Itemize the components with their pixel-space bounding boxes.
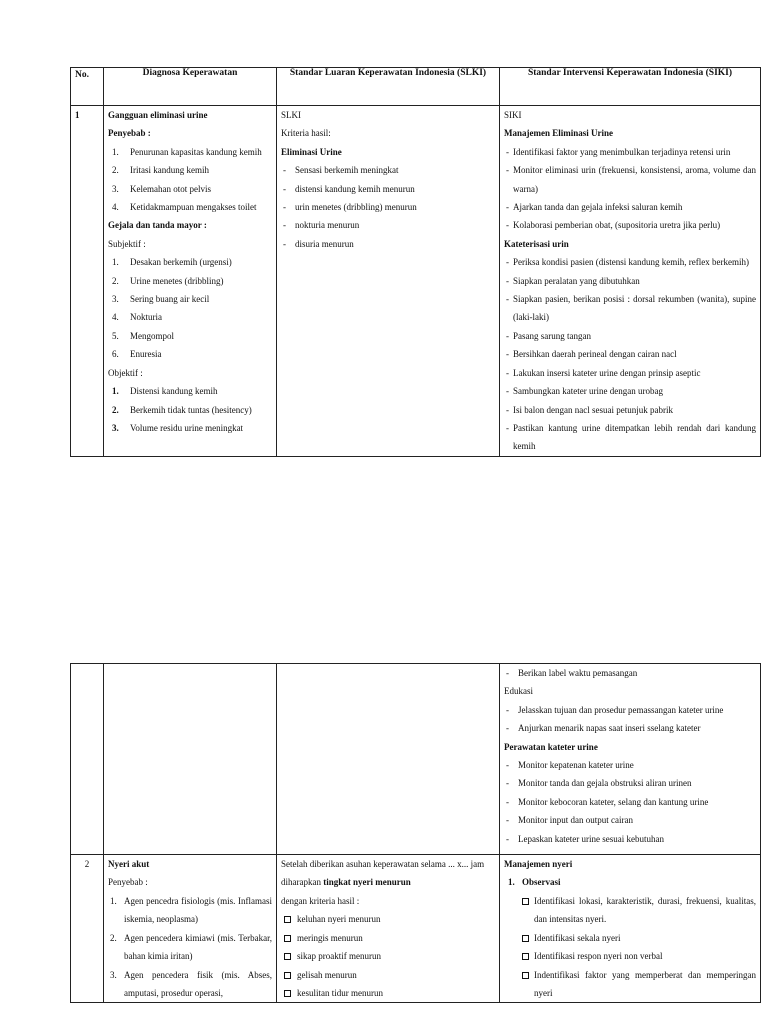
list-item: keluhan nyeri menurun [281, 910, 495, 928]
pemasangan-list [504, 664, 756, 682]
table-row [71, 106, 761, 457]
header-siki: Standar Intervensi Keperawatan Indonesia (SIKI) [500, 68, 761, 106]
list-item: - Sensasi berkemih meningkat [281, 161, 495, 179]
subjektif-label: Subjektif : [108, 238, 146, 249]
list-item: - Jelasskan tujuan dan prosedur pemassangan kateter urine [504, 701, 756, 719]
diagnosa-title: Gangguan eliminasi urine [108, 110, 208, 120]
manajemen-label: Manajemen Eliminasi Urine [504, 128, 613, 139]
list-item: - Monitor input dan output cairan [504, 811, 756, 829]
table-row [71, 664, 761, 855]
list-item: 3. Agen pencedera fisik (mis. Abses, amputasi, prosedur operasi, [110, 969, 272, 998]
list-item: Identifikasi respon nyeri non verbal [504, 947, 756, 965]
row-number: 1 [71, 106, 104, 457]
header-row [71, 68, 761, 106]
nursing-care-table-2 [70, 663, 761, 1003]
eliminasi-label: Eliminasi Urine [281, 146, 342, 157]
list-item: 2. Iritasi kandung kemih [112, 165, 209, 176]
header-no: No. [71, 68, 104, 106]
header-diagnosa: Diagnosa Keperawatan [104, 68, 277, 106]
list-item: 3. Kelemahan otot pelvis [112, 183, 211, 194]
kateterisasi-list [504, 253, 756, 455]
list-item: - Monitor eliminasi urin (frekuensi, konsistensi, aroma, volume dan warna) [504, 161, 756, 198]
list-item: - Berikan label waktu pemasangan [504, 664, 756, 682]
manajemen-list [504, 143, 756, 235]
list-item: - Ajarkan tanda dan gejala infeksi saluran kemih [504, 198, 756, 216]
gejala-label: Gejala dan tanda mayor : [108, 220, 207, 231]
diagnosa-cell [104, 855, 277, 1003]
penyebab-list [108, 143, 272, 217]
list-item: - urin menetes (dribbling) menurun [281, 198, 495, 216]
list-item: sikap proaktif menurun [281, 947, 495, 965]
list-item: Identifikasi lokasi, karakteristik, durasi, frekuensi, kualitas, dan intensitas nyeri. [504, 892, 756, 929]
observasi-list [504, 892, 756, 1002]
list-item: Identifikasi sekala nyeri [504, 929, 756, 947]
list-item: - Pastikan kantung urine ditempatkan lebih rendah dari kandung kemih [504, 419, 756, 456]
slki-cell-empty [277, 664, 500, 855]
list-item: - Monitor tanda dan gejala obstruksi aliran urinen [504, 774, 756, 792]
slki-cell [277, 855, 500, 1003]
subjektif-list [108, 253, 272, 363]
header-slki: Standar Luaran Keperawatan Indonesia (SLKI) [277, 68, 500, 106]
penyebab-label: Penyebab : [108, 128, 151, 139]
list-item: Indentifikasi faktor yang memperberat dan memperingan nyeri [504, 966, 756, 1003]
list-item: 2. Agen pencedera kimiawi (mis. Terbakar, bahan kimia iritan) [110, 932, 272, 962]
perawatan-label: Perawatan kateter urine [504, 741, 598, 752]
row-number: 2 [71, 855, 104, 1003]
list-item: meringis menurun [281, 929, 495, 947]
slki-criteria-list [281, 910, 495, 1002]
list-item: 2. Berkemih tidak tuntas (hesitency) [112, 404, 252, 415]
edukasi-label: Edukasi [504, 686, 533, 697]
list-item: 1. Penurunan kapasitas kandung kemih [112, 146, 262, 157]
list-item: 5. Mengompol [112, 330, 174, 341]
table-row [71, 855, 761, 1003]
slki-title: SLKI [281, 110, 301, 120]
objektif-list [108, 382, 272, 437]
list-item: - Periksa kondisi pasien (distensi kandung kemih, reflex berkemih) [504, 253, 756, 271]
siki-cell [500, 106, 761, 457]
observasi-heading: 1. Observasi [508, 877, 561, 888]
row-number-empty [71, 664, 104, 855]
edukasi-list [504, 701, 756, 738]
siki-continuation-cell [500, 664, 761, 855]
slki-criteria-list [281, 161, 495, 253]
nursing-care-table-1 [70, 67, 761, 457]
list-item: - Bersihkan daerah perineal dengan cairan nacl [504, 345, 756, 363]
diagnosa-cell-empty [104, 664, 277, 855]
list-item: 2. Urine menetes (dribbling) [112, 275, 224, 286]
siki-title: SIKI [504, 110, 522, 120]
list-item: 3. Sering buang air kecil [112, 294, 210, 305]
list-item: 1. Distensi kandung kemih [112, 386, 218, 397]
diagnosa-cell [104, 106, 277, 457]
list-item: - Lepaskan kateter urine sesuai kebutuhan [504, 830, 756, 848]
list-item: - Anjurkan menarik napas saat inseri sselang kateter [504, 719, 756, 737]
slki-cell [277, 106, 500, 457]
list-item: - Sambungkan kateter urine dengan urobag [504, 382, 756, 400]
penyebab-label: Penyebab : [108, 877, 148, 888]
list-item: - Lakukan insersi kateter urine dengan prinsip aseptic [504, 364, 756, 382]
kateterisasi-label: Kateterisasi urin [504, 238, 569, 249]
penyebab-list [108, 892, 272, 1002]
diagnosa-title: Nyeri akut [108, 859, 150, 870]
slki-intro-tail: dengan kriteria hasil : [281, 895, 360, 906]
list-item: - Identifikasi faktor yang menimbulkan terjadinya retensi urin [504, 143, 756, 161]
objektif-label: Objektif : [108, 367, 143, 378]
list-item: 3. Volume residu urine meningkat [112, 422, 244, 433]
list-item: - Kolaborasi pemberian obat, (supositoria uretra jika perlu) [504, 216, 756, 234]
list-item: 4. Nokturia [112, 312, 162, 323]
list-item: gelisah menurun [281, 966, 495, 984]
list-item: - disuria menurun [281, 235, 495, 253]
list-item: 1. Agen pencedra fisiologis (mis. Inflamasi iskemia, neoplasma) [110, 895, 272, 925]
list-item: - Siapkan pasien, berikan posisi : dorsal rekumben (wanita), supine (laki-laki) [504, 290, 756, 327]
slki-intro: Setelah diberikan asuhan keperawatan selama ... x... jam diharapkan tingkat nyeri menurun [281, 859, 485, 888]
list-item: 4. Ketidakmampuan mengakses toilet [112, 202, 257, 213]
list-item: - nokturia menurun [281, 216, 495, 234]
list-item: 6. Enuresia [112, 349, 162, 360]
list-item: 1. Desakan berkemih (urgensi) [112, 257, 232, 268]
list-item: - Siapkan peralatan yang dibutuhkan [504, 272, 756, 290]
list-item: - Pasang sarung tangan [504, 327, 756, 345]
list-item: - distensi kandung kemih menurun [281, 180, 495, 198]
siki-cell [500, 855, 761, 1003]
perawatan-list [504, 756, 756, 848]
list-item: - Monitor kepatenan kateter urine [504, 756, 756, 774]
manajemen-nyeri-title: Manajemen nyeri [504, 859, 573, 870]
list-item: - Monitor kebocoran kateter, selang dan kantung urine [504, 793, 756, 811]
kriteria-label: Kriteria hasil: [281, 128, 331, 139]
list-item: kesulitan tidur menurun [281, 984, 495, 1002]
list-item: - Isi balon dengan nacl sesuai petunjuk pabrik [504, 401, 756, 419]
